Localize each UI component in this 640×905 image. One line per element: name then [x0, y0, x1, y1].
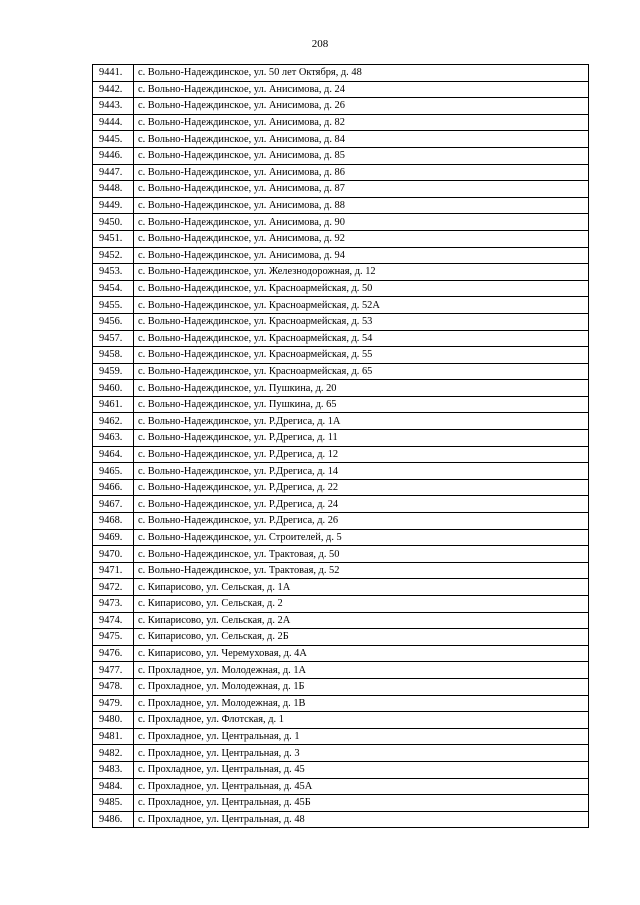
address-cell: с. Кипарисово, ул. Сельская, д. 2А: [134, 612, 589, 629]
row-number-cell: 9461.: [93, 396, 134, 413]
table-row: [93, 745, 589, 762]
row-number-cell: 9477.: [93, 662, 134, 679]
address-cell: с. Вольно-Надеждинское, ул. Анисимова, д. 87: [134, 181, 589, 198]
table-row: [93, 264, 589, 281]
row-number-cell: 9443.: [93, 98, 134, 115]
table-row: [93, 562, 589, 579]
row-number-cell: 9455.: [93, 297, 134, 314]
address-cell: с. Вольно-Надеждинское, ул. Анисимова, д. 82: [134, 114, 589, 131]
table-row: [93, 712, 589, 729]
table-row: [93, 678, 589, 695]
row-number-cell: 9474.: [93, 612, 134, 629]
row-number-cell: 9471.: [93, 562, 134, 579]
row-number-cell: 9484.: [93, 778, 134, 795]
table-row: [93, 596, 589, 613]
table-row: [93, 230, 589, 247]
row-number-cell: 9451.: [93, 230, 134, 247]
table-row: [93, 363, 589, 380]
table-row: [93, 214, 589, 231]
address-cell: с. Вольно-Надеждинское, ул. Р.Дрегиса, д. 12: [134, 446, 589, 463]
address-cell: с. Вольно-Надеждинское, ул. Анисимова, д. 24: [134, 81, 589, 98]
table-row: [93, 795, 589, 812]
row-number-cell: 9462.: [93, 413, 134, 430]
row-number-cell: 9464.: [93, 446, 134, 463]
table-row: [93, 728, 589, 745]
row-number-cell: 9485.: [93, 795, 134, 812]
table-row: [93, 280, 589, 297]
table-row: [93, 114, 589, 131]
address-cell: с. Вольно-Надеждинское, ул. Р.Дрегиса, д. 11: [134, 430, 589, 447]
address-cell: с. Вольно-Надеждинское, ул. Анисимова, д. 88: [134, 197, 589, 214]
table-row: [93, 430, 589, 447]
table-row: [93, 778, 589, 795]
page-number: 208: [311, 38, 329, 50]
address-cell: с. Вольно-Надеждинское, ул. 50 лет Октября, д. 48: [134, 65, 589, 82]
table-row: [93, 247, 589, 264]
address-cell: с. Вольно-Надеждинское, ул. Пушкина, д. 65: [134, 396, 589, 413]
row-number-cell: 9447.: [93, 164, 134, 181]
address-cell: с. Прохладное, ул. Центральная, д. 45А: [134, 778, 589, 795]
address-cell: с. Прохладное, ул. Центральная, д. 48: [134, 811, 589, 828]
table-row: [93, 380, 589, 397]
address-cell: с. Вольно-Надеждинское, ул. Красноармейская, д. 65: [134, 363, 589, 380]
table-row: [93, 396, 589, 413]
address-table-body: [93, 65, 589, 828]
row-number-cell: 9467.: [93, 496, 134, 513]
row-number-cell: 9445.: [93, 131, 134, 148]
address-cell: с. Вольно-Надеждинское, ул. Трактовая, д. 50: [134, 546, 589, 563]
address-cell: с. Вольно-Надеждинское, ул. Трактовая, д. 52: [134, 562, 589, 579]
row-number-cell: 9444.: [93, 114, 134, 131]
table-row: [93, 131, 589, 148]
table-row: [93, 612, 589, 629]
table-row: [93, 529, 589, 546]
table-row: [93, 629, 589, 646]
address-cell: с. Прохладное, ул. Центральная, д. 3: [134, 745, 589, 762]
address-cell: с. Вольно-Надеждинское, ул. Красноармейская, д. 53: [134, 313, 589, 330]
row-number-cell: 9470.: [93, 546, 134, 563]
table-row: [93, 147, 589, 164]
row-number-cell: 9478.: [93, 678, 134, 695]
table-row: [93, 330, 589, 347]
table-row: [93, 463, 589, 480]
table-row: [93, 164, 589, 181]
row-number-cell: 9459.: [93, 363, 134, 380]
address-cell: с. Вольно-Надеждинское, ул. Р.Дрегиса, д. 26: [134, 513, 589, 530]
table-row: [93, 446, 589, 463]
row-number-cell: 9475.: [93, 629, 134, 646]
row-number-cell: 9486.: [93, 811, 134, 828]
table-row: [93, 579, 589, 596]
row-number-cell: 9456.: [93, 313, 134, 330]
row-number-cell: 9469.: [93, 529, 134, 546]
address-cell: с. Прохладное, ул. Флотская, д. 1: [134, 712, 589, 729]
address-cell: с. Вольно-Надеждинское, ул. Р.Дрегиса, д. 1А: [134, 413, 589, 430]
row-number-cell: 9476.: [93, 645, 134, 662]
table-row: [93, 347, 589, 364]
address-cell: с. Вольно-Надеждинское, ул. Р.Дрегиса, д. 14: [134, 463, 589, 480]
address-cell: с. Вольно-Надеждинское, ул. Красноармейская, д. 55: [134, 347, 589, 364]
table-row: [93, 695, 589, 712]
table-row: [93, 811, 589, 828]
address-cell: с. Вольно-Надеждинское, ул. Красноармейская, д. 52А: [134, 297, 589, 314]
row-number-cell: 9481.: [93, 728, 134, 745]
address-cell: с. Вольно-Надеждинское, ул. Анисимова, д. 90: [134, 214, 589, 231]
row-number-cell: 9450.: [93, 214, 134, 231]
address-cell: с. Прохладное, ул. Молодежная, д. 1А: [134, 662, 589, 679]
table-row: [93, 496, 589, 513]
address-cell: с. Вольно-Надеждинское, ул. Анисимова, д. 86: [134, 164, 589, 181]
row-number-cell: 9449.: [93, 197, 134, 214]
table-row: [93, 313, 589, 330]
table-row: [93, 479, 589, 496]
table-row: [93, 197, 589, 214]
address-cell: с. Вольно-Надеждинское, ул. Железнодорожная, д. 12: [134, 264, 589, 281]
address-cell: с. Вольно-Надеждинское, ул. Красноармейская, д. 54: [134, 330, 589, 347]
address-cell: с. Прохладное, ул. Молодежная, д. 1В: [134, 695, 589, 712]
address-cell: с. Вольно-Надеждинское, ул. Красноармейская, д. 50: [134, 280, 589, 297]
address-cell: с. Вольно-Надеждинское, ул. Строителей, д. 5: [134, 529, 589, 546]
table-row: [93, 645, 589, 662]
table-row: [93, 98, 589, 115]
address-cell: с. Вольно-Надеждинское, ул. Р.Дрегиса, д. 22: [134, 479, 589, 496]
row-number-cell: 9472.: [93, 579, 134, 596]
table-row: [93, 761, 589, 778]
row-number-cell: 9441.: [93, 65, 134, 82]
row-number-cell: 9457.: [93, 330, 134, 347]
row-number-cell: 9466.: [93, 479, 134, 496]
address-cell: с. Вольно-Надеждинское, ул. Анисимова, д. 26: [134, 98, 589, 115]
row-number-cell: 9460.: [93, 380, 134, 397]
address-cell: с. Кипарисово, ул. Сельская, д. 2Б: [134, 629, 589, 646]
table-row: [93, 65, 589, 82]
row-number-cell: 9465.: [93, 463, 134, 480]
address-cell: с. Прохладное, ул. Центральная, д. 45: [134, 761, 589, 778]
row-number-cell: 9454.: [93, 280, 134, 297]
table-row: [93, 81, 589, 98]
table-row: [93, 546, 589, 563]
address-cell: с. Вольно-Надеждинское, ул. Анисимова, д. 92: [134, 230, 589, 247]
address-cell: с. Прохладное, ул. Центральная, д. 45Б: [134, 795, 589, 812]
table-row: [93, 297, 589, 314]
address-cell: с. Вольно-Надеждинское, ул. Анисимова, д. 84: [134, 131, 589, 148]
row-number-cell: 9442.: [93, 81, 134, 98]
address-cell: с. Кипарисово, ул. Сельская, д. 2: [134, 596, 589, 613]
row-number-cell: 9448.: [93, 181, 134, 198]
table-row: [93, 662, 589, 679]
row-number-cell: 9458.: [93, 347, 134, 364]
row-number-cell: 9482.: [93, 745, 134, 762]
address-table: [92, 64, 589, 828]
row-number-cell: 9479.: [93, 695, 134, 712]
row-number-cell: 9480.: [93, 712, 134, 729]
address-cell: с. Вольно-Надеждинское, ул. Анисимова, д. 85: [134, 147, 589, 164]
row-number-cell: 9453.: [93, 264, 134, 281]
row-number-cell: 9446.: [93, 147, 134, 164]
row-number-cell: 9483.: [93, 761, 134, 778]
address-cell: с. Прохладное, ул. Центральная, д. 1: [134, 728, 589, 745]
table-row: [93, 513, 589, 530]
address-cell: с. Вольно-Надеждинское, ул. Р.Дрегиса, д. 24: [134, 496, 589, 513]
address-cell: с. Прохладное, ул. Молодежная, д. 1Б: [134, 678, 589, 695]
table-row: [93, 181, 589, 198]
address-cell: с. Кипарисово, ул. Черемуховая, д. 4А: [134, 645, 589, 662]
address-cell: с. Вольно-Надеждинское, ул. Анисимова, д. 94: [134, 247, 589, 264]
row-number-cell: 9473.: [93, 596, 134, 613]
address-cell: с. Кипарисово, ул. Сельская, д. 1А: [134, 579, 589, 596]
row-number-cell: 9468.: [93, 513, 134, 530]
row-number-cell: 9463.: [93, 430, 134, 447]
row-number-cell: 9452.: [93, 247, 134, 264]
table-row: [93, 413, 589, 430]
address-cell: с. Вольно-Надеждинское, ул. Пушкина, д. 20: [134, 380, 589, 397]
